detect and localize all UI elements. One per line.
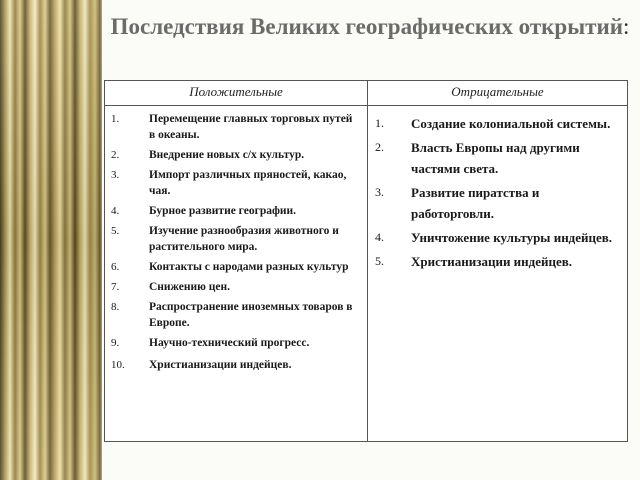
list-item-text: Христианизации индейцев.	[149, 359, 292, 371]
positive-header: Положительные	[189, 84, 283, 99]
list-item	[111, 167, 361, 199]
list-item	[111, 203, 361, 219]
list-item-text: Импорт различных пряностей, какао, чая.	[149, 169, 347, 197]
list-item-text: Уничтожение культуры индейцев.	[411, 230, 613, 245]
list-item-number: 5.	[375, 254, 384, 268]
list-item-number: 2.	[375, 140, 384, 154]
list-item	[111, 299, 361, 331]
negative-list	[375, 113, 623, 275]
list-item-number: 4.	[111, 205, 120, 217]
list-item	[111, 335, 361, 351]
list-item-number: 3.	[375, 185, 384, 199]
list-item	[111, 147, 361, 163]
list-item-number: 6.	[111, 261, 120, 273]
list-item	[375, 113, 623, 134]
list-item	[375, 227, 623, 248]
list-item	[375, 182, 623, 224]
list-item-number: 2.	[111, 149, 120, 161]
list-item-number: 1.	[111, 113, 120, 125]
page-title	[110, 12, 630, 42]
list-item	[375, 137, 623, 179]
list-item	[111, 223, 361, 255]
list-item-number: 4.	[375, 230, 384, 244]
list-item	[111, 357, 361, 373]
list-item-text: Христианизации индейцев.	[411, 254, 573, 269]
list-item-text: Внедрение новых с/х культур.	[149, 149, 305, 161]
negative-header: Отрицательные	[451, 84, 544, 99]
page-title-text: Последствия Великих географических открытий	[110, 14, 623, 39]
list-item-number: 9.	[111, 337, 120, 349]
list-item-number: 7.	[111, 281, 120, 293]
header-divider	[105, 105, 627, 106]
list-item-number: 10.	[111, 359, 125, 371]
list-item-number: 8.	[111, 301, 120, 313]
list-item-number: 5.	[111, 225, 120, 237]
page-title-colon: :	[622, 14, 630, 39]
list-item-text: Создание колониальной системы.	[411, 116, 611, 131]
positive-list	[111, 111, 361, 377]
consequences-table	[104, 80, 628, 442]
list-item-number: 3.	[111, 169, 120, 181]
list-item-number: 1.	[375, 116, 384, 130]
list-item-text: Власть Европы над другими частями света.	[411, 140, 580, 176]
list-item	[111, 259, 361, 275]
list-item	[111, 111, 361, 143]
list-item	[111, 279, 361, 295]
list-item-text: Перемещение главных торговых путей в океаны.	[149, 113, 353, 141]
list-item-text: Контакты с народами разных культур	[149, 261, 349, 273]
list-item	[375, 251, 623, 272]
list-item-text: Изучение разнообразия животного и растительного мира.	[149, 225, 339, 253]
list-item-text: Распространение иноземных товаров в Европе.	[149, 301, 353, 329]
list-item-text: Бурное развитие географии.	[149, 205, 297, 217]
list-item-text: Научно-технический прогресс.	[149, 337, 310, 349]
column-divider	[367, 81, 368, 441]
decorative-curtain	[0, 0, 102, 480]
list-item-text: Снижению цен.	[149, 281, 230, 293]
list-item-text: Развитие пиратства и работорговли.	[411, 185, 540, 221]
